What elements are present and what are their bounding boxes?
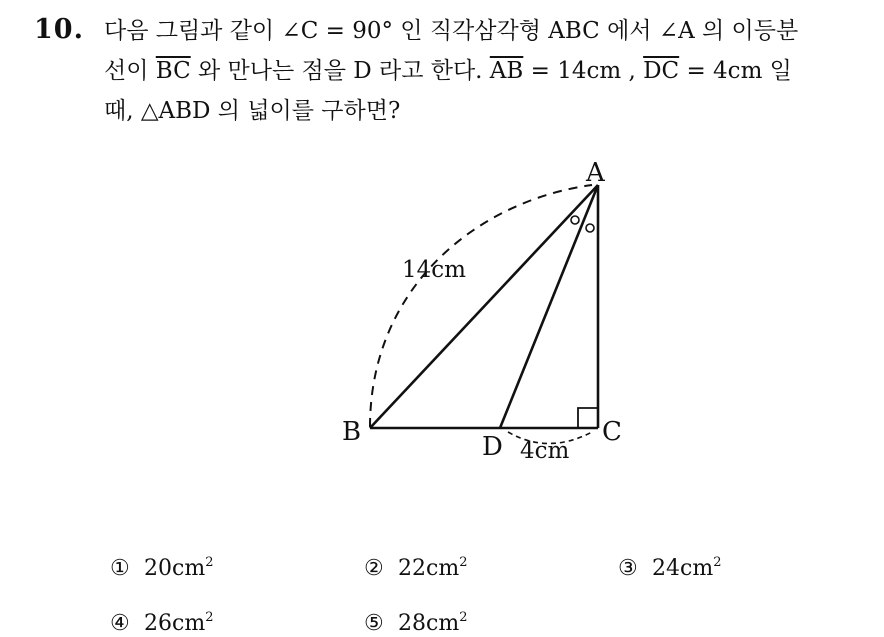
side-ad	[500, 185, 598, 428]
choice-3-value: 24cm	[652, 556, 714, 581]
question-line-2-text-c: = 14cm ,	[523, 58, 644, 84]
choice-5[interactable]	[364, 611, 467, 636]
choice-5-exponent: 2	[459, 610, 468, 625]
choice-4[interactable]	[110, 611, 213, 636]
question-line-2-text-a: 선이	[104, 58, 156, 84]
angle-mark-1	[571, 216, 579, 224]
vertex-label-d: D	[482, 432, 503, 462]
choice-2[interactable]	[364, 556, 467, 581]
choice-4-mark: ④	[110, 611, 130, 636]
choice-1-value: 20cm	[144, 556, 206, 581]
choice-3-mark: ③	[618, 556, 638, 581]
question-line-1-text: 다음 그림과 같이 ∠C = 90° 인 직각삼각형 ABC 에서 ∠A 의 이등분	[104, 18, 799, 44]
choice-5-mark: ⑤	[364, 611, 384, 636]
angle-mark-2	[586, 224, 594, 232]
choice-1-mark: ①	[110, 556, 130, 581]
question-number: 10.	[34, 14, 84, 45]
choice-2-value: 22cm	[398, 556, 460, 581]
question-line-2-text-b: 와 만나는 점을 D 라고 한다.	[190, 58, 490, 84]
right-angle-mark	[578, 408, 598, 428]
triangle-figure	[330, 155, 650, 470]
side-ab	[370, 185, 598, 428]
vertex-label-c: C	[602, 417, 622, 447]
choice-3-exponent: 2	[713, 555, 722, 570]
dc-length-label: 4cm	[520, 438, 570, 464]
question-line-2	[104, 56, 792, 86]
vertex-label-a: A	[586, 158, 605, 188]
choice-1-exponent: 2	[205, 555, 214, 570]
question-line-1	[104, 16, 798, 46]
segment-ab: $\overline{AB}$	[489, 58, 524, 84]
question-line-2-text-d: = 4cm 일	[679, 58, 792, 84]
segment-dc: $\overline{DC}$	[643, 58, 680, 84]
choice-2-mark: ②	[364, 556, 384, 581]
segment-bc: $\overline{BC}$	[155, 58, 191, 84]
choice-3[interactable]	[618, 556, 721, 581]
choice-1[interactable]	[110, 556, 213, 581]
choice-4-exponent: 2	[205, 610, 214, 625]
choice-4-value: 26cm	[144, 611, 206, 636]
vertex-label-b: B	[342, 417, 362, 447]
choice-2-exponent: 2	[459, 555, 468, 570]
ab-length-label: 14cm	[402, 257, 466, 283]
question-line-3: 때, △ABD 의 넓이를 구하면?	[104, 98, 401, 124]
choice-5-value: 28cm	[398, 611, 460, 636]
